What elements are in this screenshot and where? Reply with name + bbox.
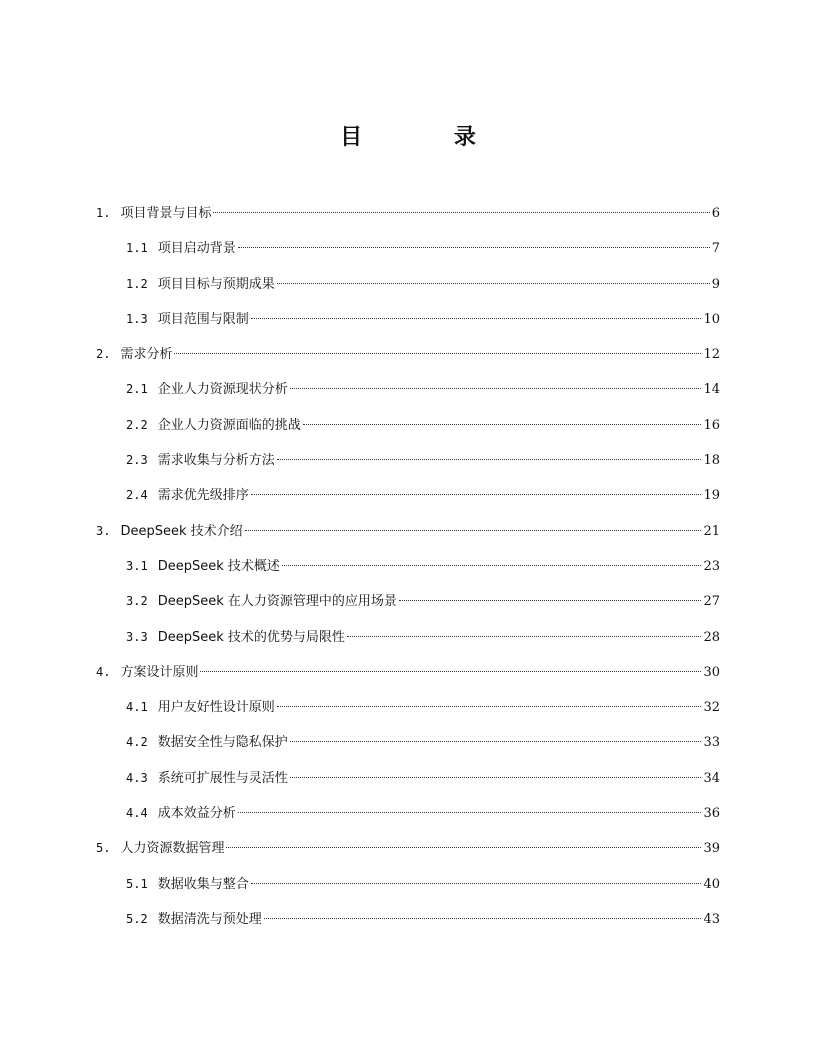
toc-entry-label: 项目背景与目标: [120, 206, 212, 221]
dot-leader: [245, 530, 702, 531]
toc-entry-page-number: 7: [711, 241, 720, 257]
toc-entry-number: 3.1: [126, 558, 148, 573]
toc-entry-label: 企业人力资源面临的挑战: [157, 417, 301, 433]
toc-entry-number: 5.: [96, 841, 111, 856]
toc-entry-page-number: 23: [703, 558, 720, 574]
toc-entry-page-number: 43: [703, 911, 720, 927]
dot-leader: [290, 777, 702, 778]
toc-entry[interactable]: [96, 873, 720, 908]
toc-entry-page-number: 12: [703, 347, 720, 363]
toc-entry-number: 3.2: [126, 594, 148, 609]
dot-leader: [238, 812, 702, 813]
toc-entry-number: 3.3: [126, 629, 148, 644]
toc-entry-page-number: 21: [703, 523, 720, 539]
toc-entry-page-number: 16: [703, 417, 720, 433]
toc-entry-number: 4.3: [126, 770, 148, 785]
dot-leader: [238, 247, 710, 248]
toc-entry[interactable]: [96, 696, 720, 731]
toc-entry-number: 4.1: [126, 700, 148, 715]
dot-leader: [347, 636, 702, 637]
toc-entry-label: 方案设计原则: [120, 664, 199, 680]
toc-entry[interactable]: [96, 590, 720, 625]
toc-entry-page-number: 30: [703, 664, 720, 680]
toc-entry-number: 2.2: [126, 417, 148, 432]
toc-entry-label: 系统可扩展性与灵活性: [157, 770, 288, 786]
toc-entry-label: DeepSeek 技术概述: [157, 558, 280, 574]
toc-entry-page-number: 10: [703, 311, 720, 327]
toc-entry-number: 1.2: [126, 276, 148, 291]
toc-entry-label: 人力资源数据管理: [120, 841, 225, 857]
dot-leader: [290, 741, 702, 742]
dot-leader: [399, 600, 702, 601]
dot-leader: [174, 353, 701, 354]
toc-entry-number: 2.3: [126, 453, 148, 468]
toc-entry-page-number: 39: [703, 841, 720, 857]
dot-leader: [251, 494, 702, 495]
toc-entry-number: 4.: [96, 664, 111, 679]
dot-leader: [226, 847, 701, 848]
toc-entry-label: 项目启动背景: [157, 241, 236, 257]
toc-entry-label: DeepSeek 技术的优势与局限性: [157, 629, 345, 645]
toc-entry-page-number: 14: [703, 382, 720, 398]
toc-entry-page-number: 34: [703, 770, 720, 786]
toc-entry[interactable]: [96, 626, 720, 661]
dot-leader: [277, 459, 702, 460]
toc-entry-page-number: 28: [703, 629, 720, 645]
toc-entry-page-number: 32: [703, 700, 720, 716]
toc-entry-page-number: 33: [703, 735, 720, 751]
toc-entry-label: 用户友好性设计原则: [157, 700, 275, 716]
toc-entry-label: 企业人力资源现状分析: [157, 382, 288, 398]
toc-entry-label: 数据收集与整合: [157, 876, 249, 892]
toc-entry-page-number: 19: [703, 488, 720, 504]
toc-entry-page-number: 9: [711, 276, 720, 292]
toc-entry[interactable]: [96, 484, 720, 519]
toc-entry-label: 成本效益分析: [157, 806, 236, 822]
toc-entry-label: 项目目标与预期成果: [157, 276, 275, 292]
toc-entry-label: DeepSeek 在人力资源管理中的应用场景: [157, 594, 397, 610]
toc-entry[interactable]: [96, 520, 720, 555]
toc-entry-number: 2.4: [126, 488, 148, 503]
toc-entry-number: 2.1: [126, 382, 148, 397]
toc-entry-page-number: 18: [703, 453, 720, 469]
dot-leader: [264, 918, 702, 919]
dot-leader: [251, 318, 702, 319]
toc-entry[interactable]: [96, 414, 720, 449]
toc-entry-page-number: 27: [703, 594, 720, 610]
toc-entry-label: 需求优先级排序: [157, 488, 249, 504]
dot-leader: [277, 706, 702, 707]
toc-entry[interactable]: [96, 555, 720, 590]
dot-leader: [277, 283, 710, 284]
toc-entry-number: 2.: [96, 347, 111, 362]
toc-entry-page-number: 6: [711, 206, 720, 221]
dot-leader: [290, 388, 702, 389]
toc-entry-label: 项目范围与限制: [157, 311, 249, 327]
toc-entry-number: 1.1: [126, 241, 148, 256]
toc-entry-number: 4.2: [126, 735, 148, 750]
toc-entry-number: 3.: [96, 523, 111, 538]
toc-entry-label: 需求分析: [120, 347, 173, 363]
toc-entry-number: 1.: [96, 206, 111, 220]
toc-entry[interactable]: [96, 343, 720, 378]
toc-entry-page-number: 36: [703, 806, 720, 822]
toc-entry-number: 4.4: [126, 806, 148, 821]
toc-entry[interactable]: [96, 237, 720, 272]
dot-leader: [303, 424, 702, 425]
toc-entry-number: 1.3: [126, 311, 148, 326]
toc-entry[interactable]: [96, 202, 720, 237]
toc-entry[interactable]: [96, 837, 720, 872]
dot-leader: [251, 883, 702, 884]
toc-entry[interactable]: [96, 802, 720, 837]
toc-entry[interactable]: [96, 731, 720, 766]
toc-entry[interactable]: [96, 308, 720, 343]
toc-entry[interactable]: [96, 661, 720, 696]
toc-entry[interactable]: [96, 767, 720, 802]
toc-entry-number: 5.1: [126, 876, 148, 891]
toc-entry[interactable]: [96, 273, 720, 308]
toc-entry-label: 数据安全性与隐私保护: [157, 735, 288, 751]
dot-leader: [282, 565, 702, 566]
toc-entry-label: 需求收集与分析方法: [157, 453, 275, 469]
dot-leader: [200, 671, 701, 672]
toc-entry-label: 数据清洗与预处理: [157, 911, 262, 927]
toc-entry-number: 5.2: [126, 911, 148, 926]
toc-entry[interactable]: [96, 449, 720, 484]
dot-leader: [213, 212, 709, 213]
toc-entry[interactable]: [96, 378, 720, 413]
table-of-contents: [96, 202, 720, 943]
toc-entry[interactable]: [96, 908, 720, 943]
toc-entry-page-number: 40: [703, 876, 720, 892]
toc-entry-label: DeepSeek 技术介绍: [120, 523, 243, 539]
toc-title: 目 录: [340, 125, 518, 150]
